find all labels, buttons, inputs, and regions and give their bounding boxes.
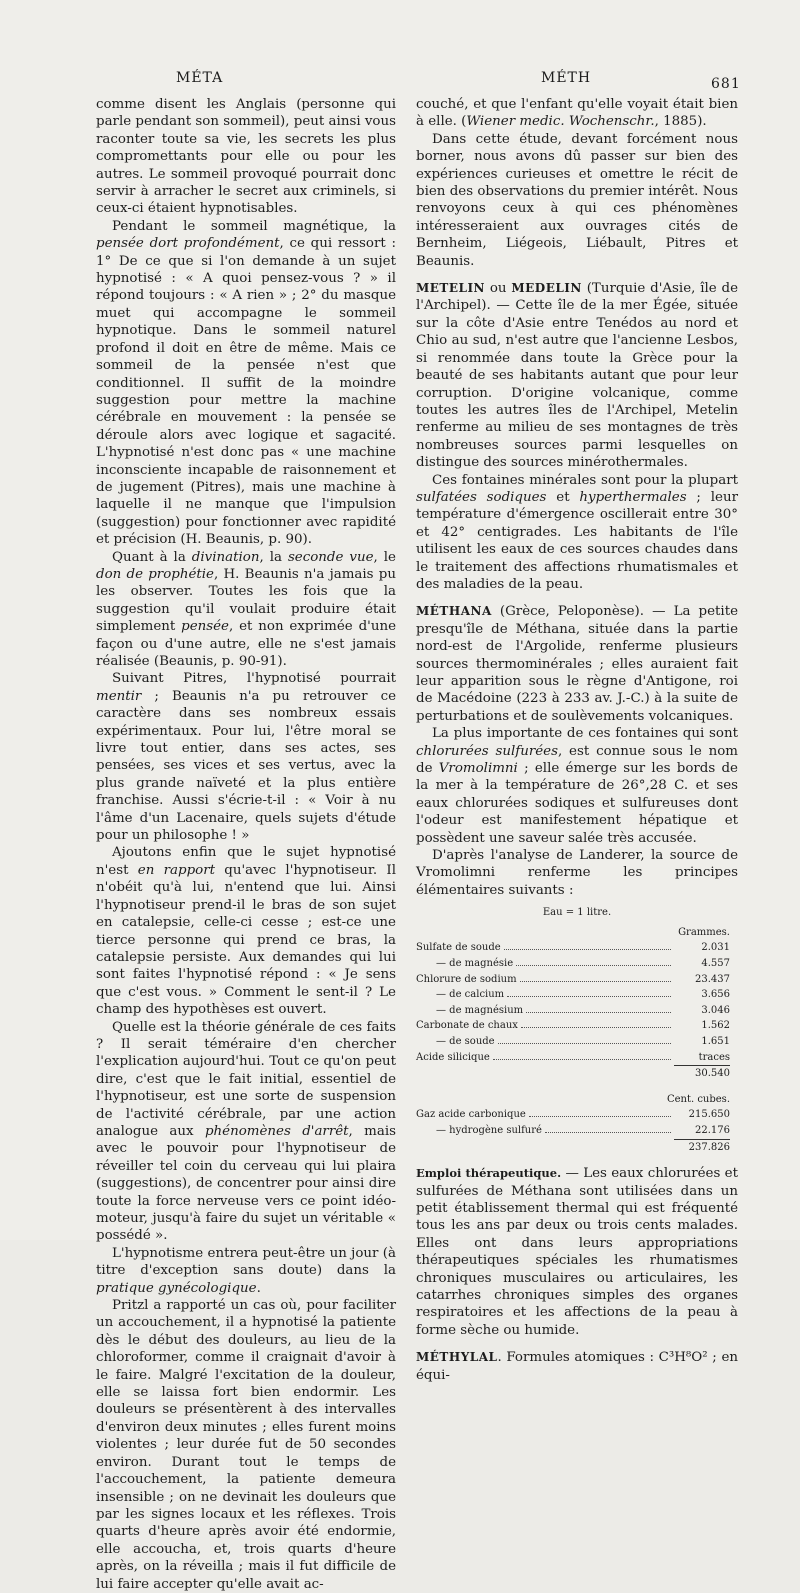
table-row bbox=[416, 972, 738, 988]
table-row bbox=[416, 1034, 738, 1050]
table-row bbox=[416, 956, 738, 972]
paragraph bbox=[96, 1019, 396, 1245]
text: ; Beaunis n'a pu retrouver ce caractère dans ses nombreux essais expérimentaux. Pour lui, l'être moral se livre tout entier, dans ses actes, ses pensées, ses vices et ses vertus, avec la plus grande naïveté et la plus entière franchise. Aussi s'écrie-t-il : « Voir à nu l'âme d'un Lacenaire, quels sujets d'étude pour un philosophe ! » bbox=[96, 688, 396, 844]
paragraph: Dans cette étude, devant forcément nous borner, nous avons dû passer sur bien des expériences curieuses et omettre le récit de bien des observations du premier intérêt. Nous renvoyons ceux à qui ces phénomènes intéresseraient aux ouvrages cités de Bernheim, Liégeois, Liébault, Pitres et Beaunis. bbox=[416, 131, 738, 269]
leader-dots bbox=[507, 996, 671, 997]
leader-dots bbox=[498, 1043, 671, 1044]
row-value: 1.651 bbox=[701, 1036, 730, 1048]
text: , H. Beaunis n'a jamais pu les observer. Toutes les fois que la suggestion qu'il voulait produire était simplement bbox=[96, 566, 396, 635]
text: , ce qui ressort : 1° De ce que si l'on demande à un sujet hypnotisé : « A quoi pensez-vous ? » il répond toujours : « A rien » ; 2° du masque muet qui accompagne le sommeil hypnotique. Dans le sommeil naturel profond il doit en être de même. Mais ce sommeil de la pensée n'est que conditionnel. Il suffit de la moindre suggestion pour mettre la machine cérébrale en mouvement : la pensée se déroule alors avec logique et sagacité. L'hypnotisé n'est donc pas « une machine inconsciente incapable de raisonnement et de jugement (Pitres), mais une machine à laquelle il ne manque que l'impulsion (suggestion) pour fonctionner avec rapidité et précision (H. Beaunis, p. 90). bbox=[96, 236, 396, 548]
text: Ces fontaines minérales sont pour la plupart bbox=[432, 472, 738, 488]
text: Quelle est la théorie générale de ces faits ? Il serait téméraire d'en chercher l'explication aujourd'hui. Tout ce qu'on peut dire, c'est que le fait initial, essentiel de l'hypnotiseur, est une sorte de suspension de l'activité cérébrale, par une action analogue aux bbox=[96, 1019, 396, 1139]
emphasis: don de prophétie bbox=[96, 566, 214, 582]
emphasis: chlorurées sulfurées bbox=[416, 743, 558, 759]
table-row bbox=[416, 1050, 738, 1066]
text: L'hypnotisme entrera peut-être un jour (à titre d'exception sans doute) dans la bbox=[96, 1245, 396, 1279]
emphasis: pensée bbox=[181, 619, 229, 635]
text: et bbox=[546, 489, 580, 505]
paragraph bbox=[416, 472, 738, 594]
paragraph bbox=[96, 844, 396, 1018]
row-label: Sulfate de soude bbox=[416, 942, 501, 954]
table-body bbox=[416, 940, 738, 1065]
text: , le bbox=[373, 549, 396, 565]
leader-dots bbox=[516, 965, 671, 966]
running-head-left: MÉTA bbox=[176, 70, 224, 86]
text: La plus importante de ces fontaines qui sont bbox=[432, 726, 738, 742]
row-label: Acide silicique bbox=[416, 1051, 490, 1063]
paragraph: comme disent les Anglais (personne qui parle pendant son sommeil), peut ainsi vous raconter toute sa vie, les secrets les plus compromettants pour elle ou pour les autres. Le sommeil provoqué pourrait donc servir à arracher le secret aux criminels, si ceux-ci étaient hypnotisables. bbox=[96, 97, 396, 217]
leader-dots bbox=[526, 1012, 671, 1013]
headword: METELIN bbox=[416, 281, 486, 296]
text: Ajoutons enfin que le sujet hypnotisé n'est bbox=[96, 845, 396, 878]
emphasis: phénomènes d'arrêt bbox=[204, 1123, 349, 1139]
emphasis: en rapport bbox=[137, 862, 215, 878]
row-label: Carbonate de chaux bbox=[416, 1020, 518, 1032]
row-value: 4.557 bbox=[701, 958, 730, 970]
emphasis: Vromolimni bbox=[438, 761, 518, 777]
emphasis: mentir bbox=[96, 688, 142, 704]
table-total: 30.540 bbox=[695, 1068, 730, 1080]
analysis-table bbox=[416, 905, 738, 1155]
text: Quant à la bbox=[112, 549, 192, 565]
table-body bbox=[416, 1107, 738, 1138]
leader-dots bbox=[520, 981, 671, 982]
table-row bbox=[416, 1018, 738, 1034]
paragraph bbox=[416, 725, 738, 847]
entry-methana bbox=[416, 603, 738, 725]
table-row bbox=[416, 940, 738, 956]
row-value: 215.650 bbox=[688, 1109, 730, 1121]
headword: MÉTHANA bbox=[416, 604, 492, 619]
row-label: Gaz acide carbonique bbox=[416, 1109, 526, 1121]
row-value: 2.031 bbox=[701, 942, 730, 954]
text: , et non exprimée d'une façon ou d'une autre, elle ne s'est jamais réalisée (Beaunis, p. 90-91). bbox=[96, 619, 396, 669]
row-value: 1.562 bbox=[701, 1020, 730, 1032]
table-total: 237.826 bbox=[688, 1141, 730, 1153]
text: (Grèce, Peloponèse). — La petite presqu'île de Méthana, située dans la partie nord-est de l'Argolide, renferme plusieurs sources thermominérales ; elles auraient fait leur apparition sous le règne d'Antigone, roi de Macédoine (223 à 233 av. J.-C.) à la suite de perturbations et de soulèvements volcaniques. bbox=[416, 604, 738, 724]
row-value: 3.656 bbox=[701, 989, 730, 1001]
row-label: — hydrogène sulfuré bbox=[436, 1125, 542, 1136]
paragraph bbox=[96, 549, 396, 671]
table-row bbox=[416, 987, 738, 1003]
text: ; elle émerge sur les bords de la mer à la température de 26°,28 C. et ses eaux chlorurées sodiques et sulfureuses dont l'odeur est manifestement hépatique et possèdent une saveur salée très accusée. bbox=[416, 761, 738, 846]
text: . bbox=[256, 1280, 261, 1296]
table-row bbox=[416, 1123, 738, 1139]
row-value: 3.046 bbox=[701, 1004, 730, 1016]
leader-dots bbox=[504, 949, 671, 950]
text: , est connue sous le nom de bbox=[416, 743, 738, 777]
text: ou bbox=[485, 281, 512, 297]
left-column bbox=[96, 96, 396, 1593]
leader-dots bbox=[521, 1027, 671, 1028]
text: , la bbox=[259, 549, 288, 565]
entry-metelin bbox=[416, 280, 738, 471]
headword: MEDELIN bbox=[511, 281, 582, 296]
right-column bbox=[416, 96, 738, 1384]
paragraph bbox=[96, 1245, 396, 1297]
text: ; leur température d'émergence oscillerait entre 30° et 42° centigrades. Les habitants de l'île utilisent les eaux de ces sources chaudes dans le traitement des affections rhumatismales et des maladies de la peau. bbox=[416, 489, 738, 592]
table-unit: Cent. cubes. bbox=[666, 1093, 730, 1105]
table-caption: Eau = 1 litre. bbox=[542, 907, 612, 919]
paragraph bbox=[96, 218, 396, 549]
page-number: 681 bbox=[711, 76, 741, 92]
spacer bbox=[416, 1082, 738, 1092]
row-label: Chlorure de sodium bbox=[416, 973, 517, 985]
row-label: — de soude bbox=[436, 1036, 495, 1048]
running-head-center: MÉTH bbox=[541, 70, 592, 86]
headword: MÉTHYLAL bbox=[416, 1350, 498, 1365]
text: , 1885). bbox=[654, 114, 707, 130]
paragraph bbox=[416, 96, 738, 131]
text: couché, et que l'enfant qu'elle voyait était bien à elle. ( bbox=[416, 97, 738, 130]
row-label: — de magnésie bbox=[436, 958, 514, 970]
emphasis: Wiener medic. Wochenschr. bbox=[466, 114, 655, 130]
entry-emploi bbox=[416, 1165, 738, 1339]
text: (Turquie d'Asie, île de l'Archipel). — Cette île de la mer Égée, située sur la côte d'Asie entre Tenédos au nord et Chio au sud, n'est autre que l'ancienne Lesbos, si renommée dans toute la Grèce pour la beauté de ses habitants autant que pour leur corruption. D'origine volcanique, comme toutes les autres îles de l'Archipel, Metelin renferme au milieu de ses montagnes de très nombreuses sources parmi lesquelles on distingue des sources minérothermales. bbox=[416, 281, 739, 471]
row-value: traces bbox=[698, 1051, 730, 1063]
emphasis: divination bbox=[191, 549, 260, 565]
row-label: — de magnésium bbox=[436, 1004, 524, 1016]
paragraph: Pritzl a rapporté un cas où, pour faciliter un accouchement, il a hypnotisé la patiente dès le début des douleurs, au lieu de la chloroformer, comme il craignait d'avoir à le faire. Malgré l'excitation de la douleur, elle se laissa fort bien endormir. Les douleurs se présentèrent à des intervalles d'environ deux minutes ; elles furent moins violentes ; leur durée fut de 50 secondes environ. Durant tout le temps de l'accouchement, la patiente demeura insensible ; on ne devinait les douleurs que par les signes locaux et les réflexes. Trois quarts d'heure après avoir été endormie, elle accoucha, et, trois quarts d'heure après, on la réveilla ; mais il fut difficile de lui faire accepter qu'elle avait ac- bbox=[96, 1298, 396, 1592]
table-row bbox=[416, 1107, 738, 1123]
row-value: 23.437 bbox=[695, 973, 730, 985]
emphasis: pratique gynécologique bbox=[96, 1280, 257, 1296]
text: , mais avec le pouvoir pour l'hypnotiseur de réveiller tel coin du cerveau qui lui plaira (suggestions), de concentrer pour ainsi dire toute la force nerveuse vers ce point idéo-moteur, jusqu'à faire du sujet un véritable « possédé ». bbox=[96, 1123, 397, 1244]
paragraph: D'après l'analyse de Landerer, la source de Vromolimni renferme les principes élémentaires suivants : bbox=[416, 848, 738, 898]
text: — Les eaux chlorurées et sulfurées de Méthana sont utilisées dans un petit établissement thermal qui est fréquenté tous les ans par deux ou trois cents malades. Elles ont dans leurs appropriations thérapeutiques spéciales les rhumatismes chroniques musculaires ou articulaires, les catarrhes chroniques simples des organes respiratoires et les affections de la peau à forme sèche ou humide. bbox=[416, 1166, 738, 1338]
table-row bbox=[416, 1003, 738, 1019]
emphasis: sulfatées sodiques bbox=[416, 489, 547, 505]
emphasis: pensée dort profondément bbox=[96, 236, 280, 252]
table-unit: Grammes. bbox=[678, 926, 730, 938]
leader-dots bbox=[545, 1132, 671, 1133]
paragraph bbox=[96, 670, 396, 844]
row-label: — de calcium bbox=[436, 989, 505, 1001]
text: qu'avec l'hypnotiseur. Il n'obéit qu'à lui, n'entend que lui. Ainsi l'hypnotiseur prend-il le bras de son sujet en catalepsie, celle-ci cesse ; est-ce une tierce personne qui prend ce bras, la catalepsie persiste. Aux demandes qui lui sont faites l'hypnotisé répond : « Je sens que c'est vous. » Comment le sent-il ? Le champ des hypothèses est ouvert. bbox=[96, 862, 396, 1018]
subheading: Emploi thérapeutique. bbox=[416, 1166, 562, 1181]
emphasis: hyperthermales bbox=[579, 489, 687, 505]
row-value: 22.176 bbox=[695, 1125, 730, 1136]
emphasis: seconde vue bbox=[287, 549, 374, 565]
entry-methylal bbox=[416, 1349, 738, 1384]
text: . Formules atomiques : C³H⁸O² ; en équi- bbox=[416, 1350, 738, 1383]
text: Pendant le sommeil magnétique, la bbox=[112, 218, 396, 234]
text: Suivant Pitres, l'hypnotisé pourrait bbox=[112, 671, 396, 687]
leader-dots bbox=[529, 1116, 671, 1117]
leader-dots bbox=[493, 1059, 671, 1060]
